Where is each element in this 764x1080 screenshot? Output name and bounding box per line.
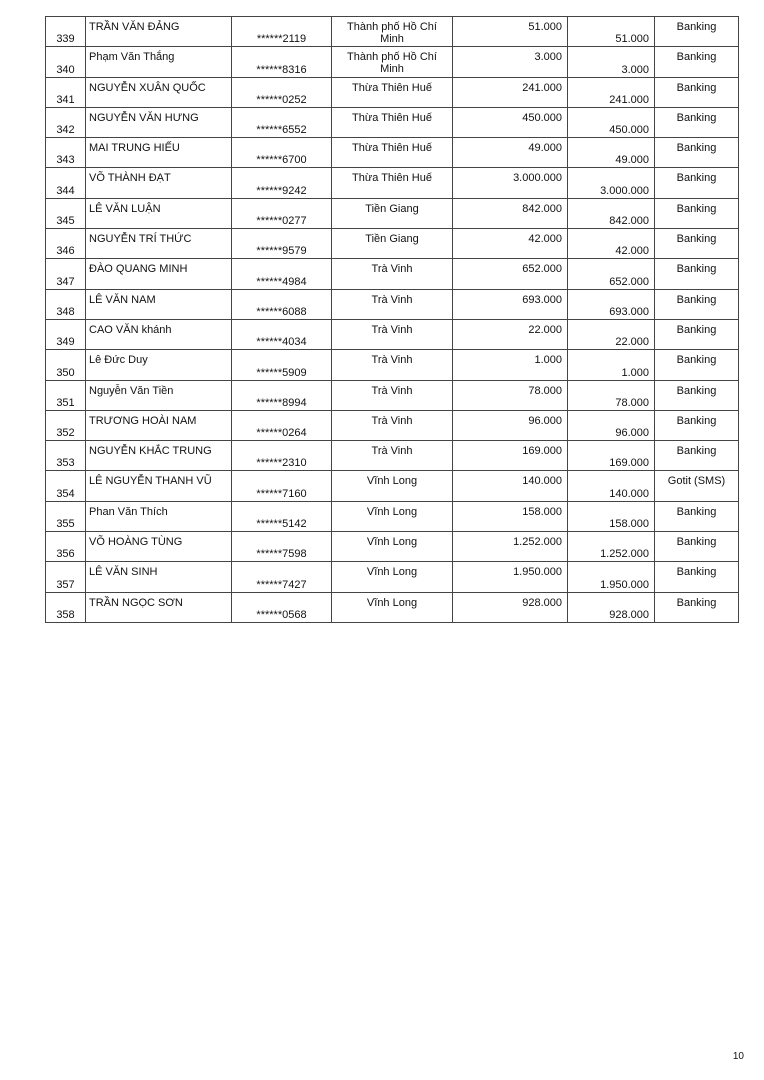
table-row	[46, 289, 739, 319]
donor-name-cell: TRẦN VĂN ĐẢNG	[86, 17, 232, 47]
paid-amount-cell: 49.000	[568, 138, 655, 168]
paid-amount-cell: 241.000	[568, 77, 655, 107]
province-cell: Tiền Giang	[332, 198, 453, 228]
paid-amount-cell: 652.000	[568, 259, 655, 289]
page-number: 10	[732, 1051, 744, 1062]
paid-amount-cell: 169.000	[568, 441, 655, 471]
province-cell: Vĩnh Long	[332, 592, 453, 622]
masked-account-cell: ******6088	[232, 289, 332, 319]
amount-cell: 3.000.000	[453, 168, 568, 198]
donor-name-cell: LÊ VĂN SINH	[86, 562, 232, 592]
row-number-cell: 348	[46, 289, 86, 319]
masked-account-cell: ******9242	[232, 168, 332, 198]
row-number-cell: 347	[46, 259, 86, 289]
paid-amount-cell: 140.000	[568, 471, 655, 501]
donor-name-cell: VÕ THÀNH ĐẠT	[86, 168, 232, 198]
province-cell: Trà Vinh	[332, 319, 453, 349]
payment-method-cell: Banking	[655, 562, 739, 592]
province-cell: Tiền Giang	[332, 229, 453, 259]
table-row	[46, 168, 739, 198]
row-number-cell: 343	[46, 138, 86, 168]
payment-method-cell: Banking	[655, 77, 739, 107]
paid-amount-cell: 1.950.000	[568, 562, 655, 592]
row-number-cell: 340	[46, 47, 86, 77]
paid-amount-cell: 450.000	[568, 107, 655, 137]
paid-amount-cell: 693.000	[568, 289, 655, 319]
donor-name-cell: LÊ NGUYỄN THANH VŨ	[86, 471, 232, 501]
payment-method-cell: Banking	[655, 168, 739, 198]
payment-method-cell: Banking	[655, 319, 739, 349]
payment-method-cell: Banking	[655, 17, 739, 47]
donor-name-cell: NGUYỄN KHẮC TRUNG	[86, 441, 232, 471]
donor-name-cell: NGUYỄN XUÂN QUỐC	[86, 77, 232, 107]
table-row	[46, 107, 739, 137]
province-cell: Vĩnh Long	[332, 501, 453, 531]
paid-amount-cell: 842.000	[568, 198, 655, 228]
row-number-cell: 354	[46, 471, 86, 501]
donor-name-cell: NGUYỄN TRÍ THỨC	[86, 229, 232, 259]
table-row	[46, 501, 739, 531]
paid-amount-cell: 22.000	[568, 319, 655, 349]
amount-cell: 1.252.000	[453, 532, 568, 562]
table-row	[46, 17, 739, 47]
paid-amount-cell: 42.000	[568, 229, 655, 259]
payment-method-cell: Banking	[655, 138, 739, 168]
donor-name-cell: LÊ VĂN NAM	[86, 289, 232, 319]
table-row	[46, 198, 739, 228]
amount-cell: 1.950.000	[453, 562, 568, 592]
masked-account-cell: ******2310	[232, 441, 332, 471]
row-number-cell: 356	[46, 532, 86, 562]
paid-amount-cell: 928.000	[568, 592, 655, 622]
amount-cell: 22.000	[453, 319, 568, 349]
row-number-cell: 358	[46, 592, 86, 622]
paid-amount-cell: 3.000	[568, 47, 655, 77]
payment-method-cell: Banking	[655, 441, 739, 471]
province-cell: Trà Vinh	[332, 259, 453, 289]
masked-account-cell: ******4034	[232, 319, 332, 349]
payment-method-cell: Banking	[655, 198, 739, 228]
row-number-cell: 339	[46, 17, 86, 47]
province-cell: Thừa Thiên Huế	[332, 138, 453, 168]
row-number-cell: 342	[46, 107, 86, 137]
table-row	[46, 259, 739, 289]
table-row	[46, 77, 739, 107]
amount-cell: 842.000	[453, 198, 568, 228]
amount-cell: 450.000	[453, 107, 568, 137]
row-number-cell: 349	[46, 319, 86, 349]
donor-name-cell: TRƯƠNG HOÀI NAM	[86, 410, 232, 440]
masked-account-cell: ******8316	[232, 47, 332, 77]
table-row	[46, 562, 739, 592]
payment-method-cell: Banking	[655, 350, 739, 380]
masked-account-cell: ******8994	[232, 380, 332, 410]
amount-cell: 241.000	[453, 77, 568, 107]
paid-amount-cell: 158.000	[568, 501, 655, 531]
table-row	[46, 380, 739, 410]
province-cell: Thừa Thiên Huế	[332, 77, 453, 107]
masked-account-cell: ******0252	[232, 77, 332, 107]
payment-method-cell: Banking	[655, 501, 739, 531]
donor-name-cell: Nguyễn Văn Tiền	[86, 380, 232, 410]
payment-method-cell: Banking	[655, 259, 739, 289]
donor-name-cell: VÕ HOÀNG TÙNG	[86, 532, 232, 562]
masked-account-cell: ******0568	[232, 592, 332, 622]
province-cell: Vĩnh Long	[332, 471, 453, 501]
province-cell: Trà Vinh	[332, 350, 453, 380]
amount-cell: 140.000	[453, 471, 568, 501]
donor-name-cell: ĐÀO QUANG MINH	[86, 259, 232, 289]
row-number-cell: 355	[46, 501, 86, 531]
payment-method-cell: Banking	[655, 410, 739, 440]
masked-account-cell: ******9579	[232, 229, 332, 259]
payment-method-cell: Gotit (SMS)	[655, 471, 739, 501]
amount-cell: 78.000	[453, 380, 568, 410]
donor-name-cell: Lê Đức Duy	[86, 350, 232, 380]
row-number-cell: 357	[46, 562, 86, 592]
payment-method-cell: Banking	[655, 289, 739, 319]
province-cell: Thành phố Hồ Chí Minh	[332, 17, 453, 47]
masked-account-cell: ******7160	[232, 471, 332, 501]
paid-amount-cell: 1.252.000	[568, 532, 655, 562]
table-row	[46, 592, 739, 622]
table-row	[46, 350, 739, 380]
row-number-cell: 353	[46, 441, 86, 471]
row-number-cell: 352	[46, 410, 86, 440]
payment-method-cell: Banking	[655, 107, 739, 137]
province-cell: Vĩnh Long	[332, 562, 453, 592]
amount-cell: 3.000	[453, 47, 568, 77]
payment-method-cell: Banking	[655, 532, 739, 562]
payment-method-cell: Banking	[655, 47, 739, 77]
donor-name-cell: LÊ VĂN LUẬN	[86, 198, 232, 228]
amount-cell: 928.000	[453, 592, 568, 622]
amount-cell: 42.000	[453, 229, 568, 259]
row-number-cell: 341	[46, 77, 86, 107]
amount-cell: 169.000	[453, 441, 568, 471]
paid-amount-cell: 3.000.000	[568, 168, 655, 198]
table-row	[46, 471, 739, 501]
amount-cell: 693.000	[453, 289, 568, 319]
amount-cell: 1.000	[453, 350, 568, 380]
paid-amount-cell: 51.000	[568, 17, 655, 47]
masked-account-cell: ******2119	[232, 17, 332, 47]
payment-method-cell: Banking	[655, 380, 739, 410]
paid-amount-cell: 78.000	[568, 380, 655, 410]
masked-account-cell: ******4984	[232, 259, 332, 289]
row-number-cell: 346	[46, 229, 86, 259]
paid-amount-cell: 1.000	[568, 350, 655, 380]
row-number-cell: 350	[46, 350, 86, 380]
province-cell: Trà Vinh	[332, 410, 453, 440]
table-row	[46, 47, 739, 77]
table-row	[46, 319, 739, 349]
payment-method-cell: Banking	[655, 229, 739, 259]
masked-account-cell: ******7598	[232, 532, 332, 562]
row-number-cell: 345	[46, 198, 86, 228]
amount-cell: 652.000	[453, 259, 568, 289]
amount-cell: 49.000	[453, 138, 568, 168]
table-row	[46, 138, 739, 168]
payment-method-cell: Banking	[655, 592, 739, 622]
province-cell: Trà Vinh	[332, 441, 453, 471]
donor-name-cell: CAO VĂN khánh	[86, 319, 232, 349]
table-row	[46, 410, 739, 440]
masked-account-cell: ******5142	[232, 501, 332, 531]
donor-name-cell: Phạm Văn Thắng	[86, 47, 232, 77]
donation-table-body	[46, 17, 739, 623]
province-cell: Trà Vinh	[332, 380, 453, 410]
province-cell: Thừa Thiên Huế	[332, 107, 453, 137]
donor-name-cell: NGUYỄN VĂN HƯNG	[86, 107, 232, 137]
province-cell: Vĩnh Long	[332, 532, 453, 562]
province-cell: Thành phố Hồ Chí Minh	[332, 47, 453, 77]
province-cell: Thừa Thiên Huế	[332, 168, 453, 198]
donor-name-cell: Phan Văn Thích	[86, 501, 232, 531]
masked-account-cell: ******7427	[232, 562, 332, 592]
masked-account-cell: ******6700	[232, 138, 332, 168]
masked-account-cell: ******0277	[232, 198, 332, 228]
row-number-cell: 344	[46, 168, 86, 198]
paid-amount-cell: 96.000	[568, 410, 655, 440]
table-row	[46, 229, 739, 259]
amount-cell: 158.000	[453, 501, 568, 531]
donation-table	[45, 16, 739, 623]
row-number-cell: 351	[46, 380, 86, 410]
table-row	[46, 441, 739, 471]
province-cell: Trà Vinh	[332, 289, 453, 319]
table-row	[46, 532, 739, 562]
amount-cell: 96.000	[453, 410, 568, 440]
donor-name-cell: MAI TRUNG HIẾU	[86, 138, 232, 168]
amount-cell: 51.000	[453, 17, 568, 47]
masked-account-cell: ******6552	[232, 107, 332, 137]
masked-account-cell: ******5909	[232, 350, 332, 380]
donor-name-cell: TRẦN NGỌC SƠN	[86, 592, 232, 622]
masked-account-cell: ******0264	[232, 410, 332, 440]
